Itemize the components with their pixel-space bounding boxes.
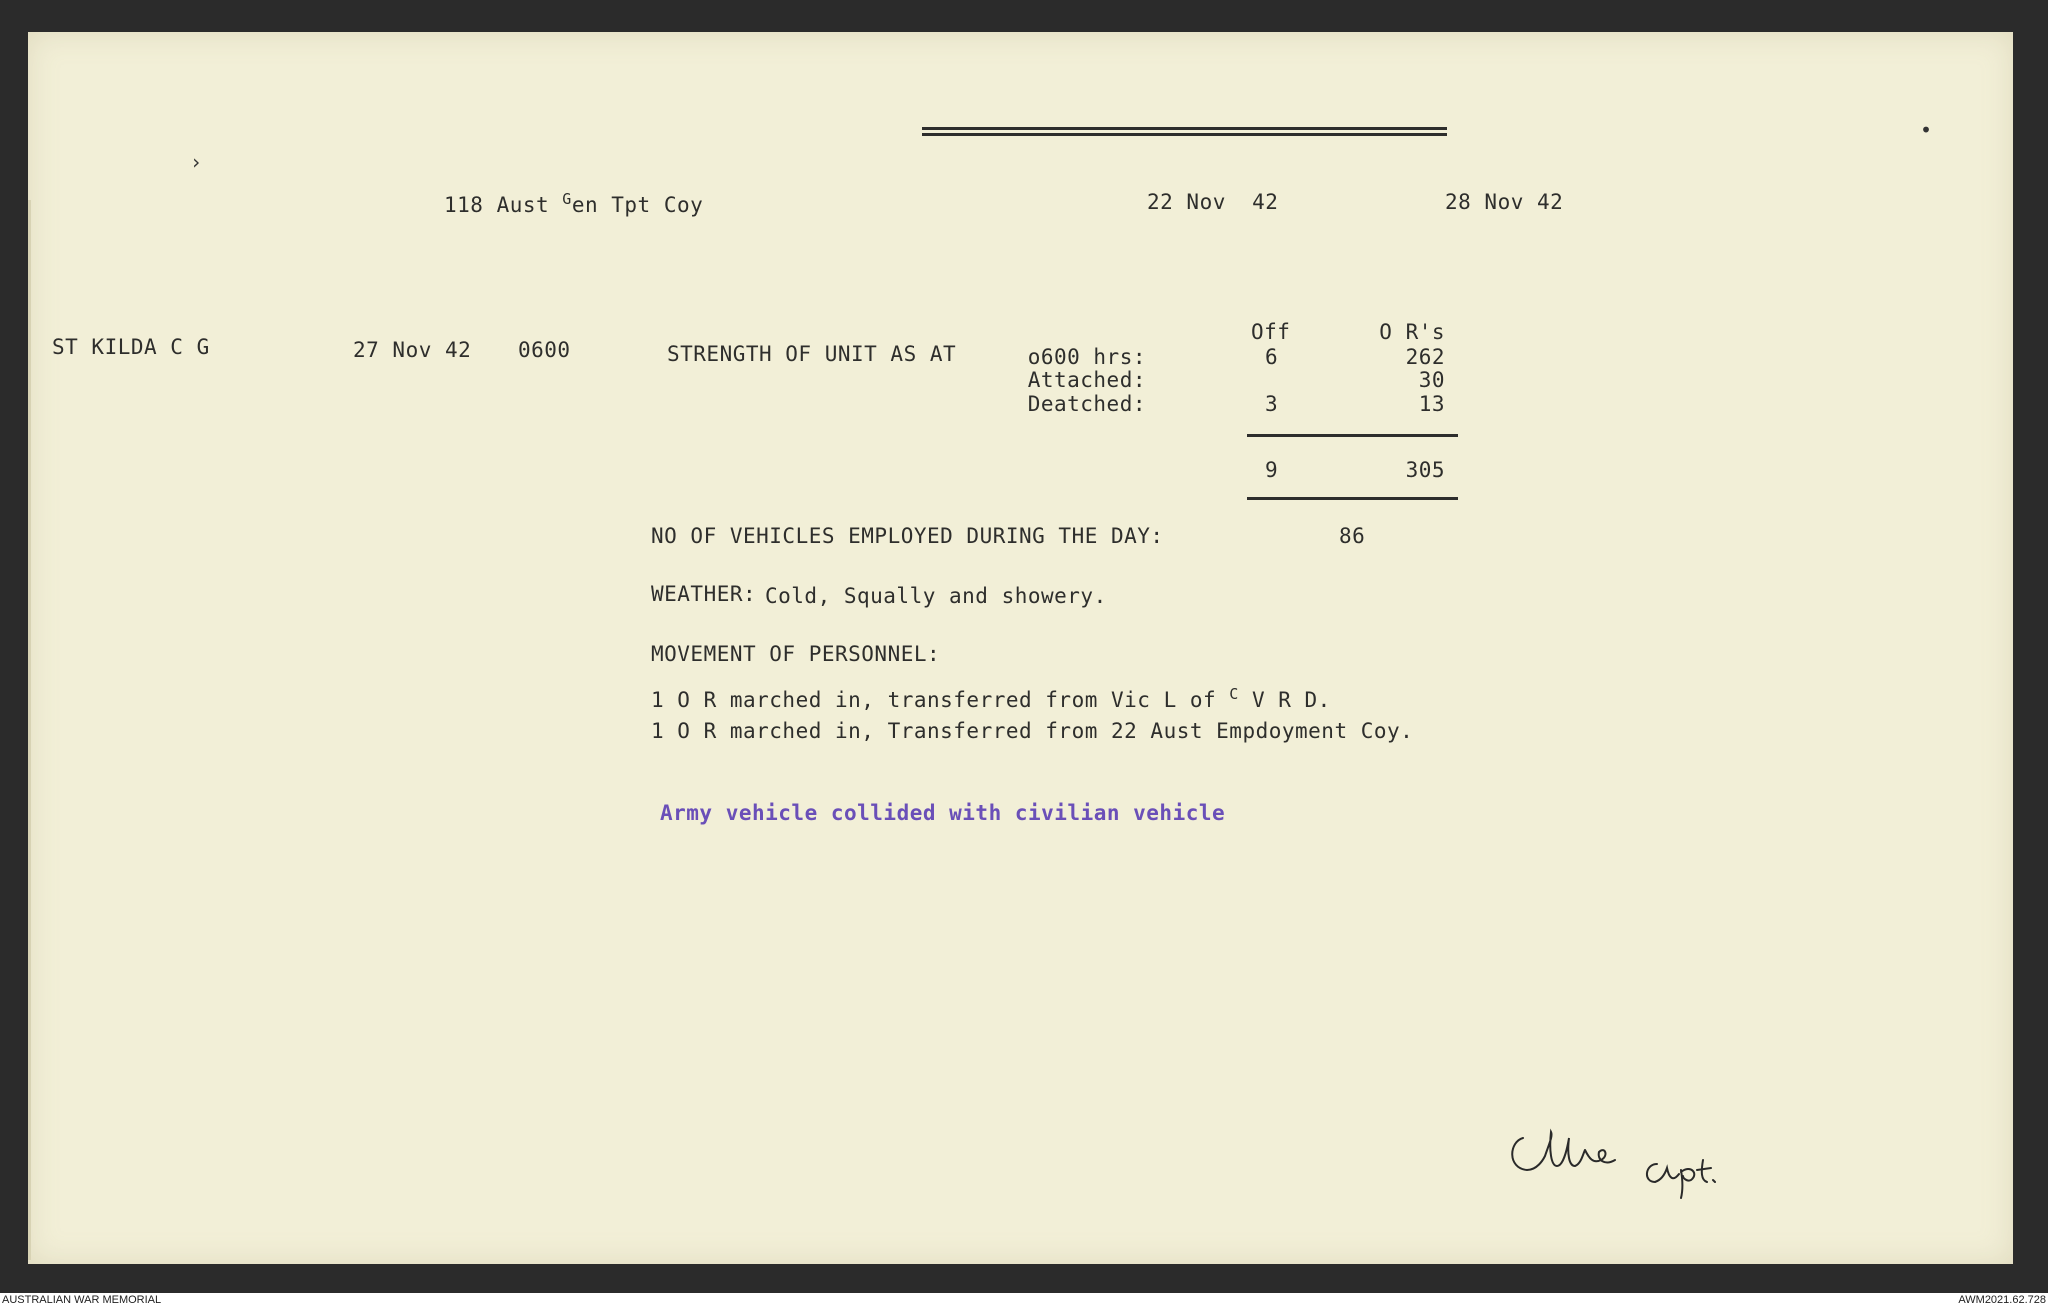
incident-note: Army vehicle collided with civilian vehicle: [660, 801, 1226, 825]
date-to: 28 Nov 42: [1445, 190, 1564, 214]
strength-row-off: 6: [1265, 345, 1279, 369]
strength-row-ors: 30: [1418, 368, 1445, 392]
vehicles-value: 86: [1339, 524, 1366, 548]
weather-value: Cold, Squally and showery.: [765, 584, 1107, 608]
date-from: 22 Nov 42: [1147, 190, 1279, 214]
strength-total-ors: 305: [1405, 458, 1445, 482]
unit-name: 118 Aust $^G$en Tpt Coy: [444, 190, 704, 217]
strength-subtotal-rule: [1247, 434, 1458, 437]
strength-row-label: Deatched:: [1027, 392, 1146, 416]
entry-date: 27 Nov 42: [353, 338, 472, 362]
strength-row-label: o600 hrs:: [1027, 345, 1146, 369]
movement-heading: MOVEMENT OF PERSONNEL:: [651, 642, 941, 666]
pen-mark-right: •: [1920, 118, 1933, 142]
strength-col-ors: O R's: [1379, 320, 1445, 344]
entry-place: ST KILDA C G: [52, 335, 210, 359]
weather-label: WEATHER:: [651, 582, 757, 606]
paper-edge: [28, 200, 31, 1260]
strength-row-ors: 262: [1405, 345, 1445, 369]
strength-row-label: Attached:: [1027, 368, 1146, 392]
header-double-rule-bottom: [922, 133, 1447, 136]
strength-total-off: 9: [1265, 458, 1279, 482]
document-page: [28, 32, 2013, 1264]
archive-name: AUSTRALIAN WAR MEMORIAL: [2, 1294, 162, 1306]
strength-heading: STRENGTH OF UNIT AS AT: [667, 342, 957, 366]
strength-row-off: 3: [1265, 392, 1279, 416]
strength-col-off: Off: [1251, 320, 1291, 344]
strength-total-rule: [1247, 497, 1458, 500]
pen-mark-left: ›: [190, 150, 203, 174]
strength-row-ors: 13: [1418, 392, 1445, 416]
movement-line-1: 1 O R marched in, transferred from Vic L of $^C$ V R D.: [651, 685, 1331, 712]
entry-time: 0600: [518, 338, 571, 362]
vehicles-label: NO OF VEHICLES EMPLOYED DURING THE DAY:: [651, 524, 1164, 548]
handwritten-signature: [1505, 1120, 1785, 1200]
movement-line-2: 1 O R marched in, Transferred from 22 Aust Empdoyment Coy.: [651, 719, 1414, 743]
archive-footer: [0, 1293, 2048, 1308]
archive-reference: AWM2021.62.728: [1958, 1294, 2046, 1306]
header-double-rule-top: [922, 127, 1447, 130]
